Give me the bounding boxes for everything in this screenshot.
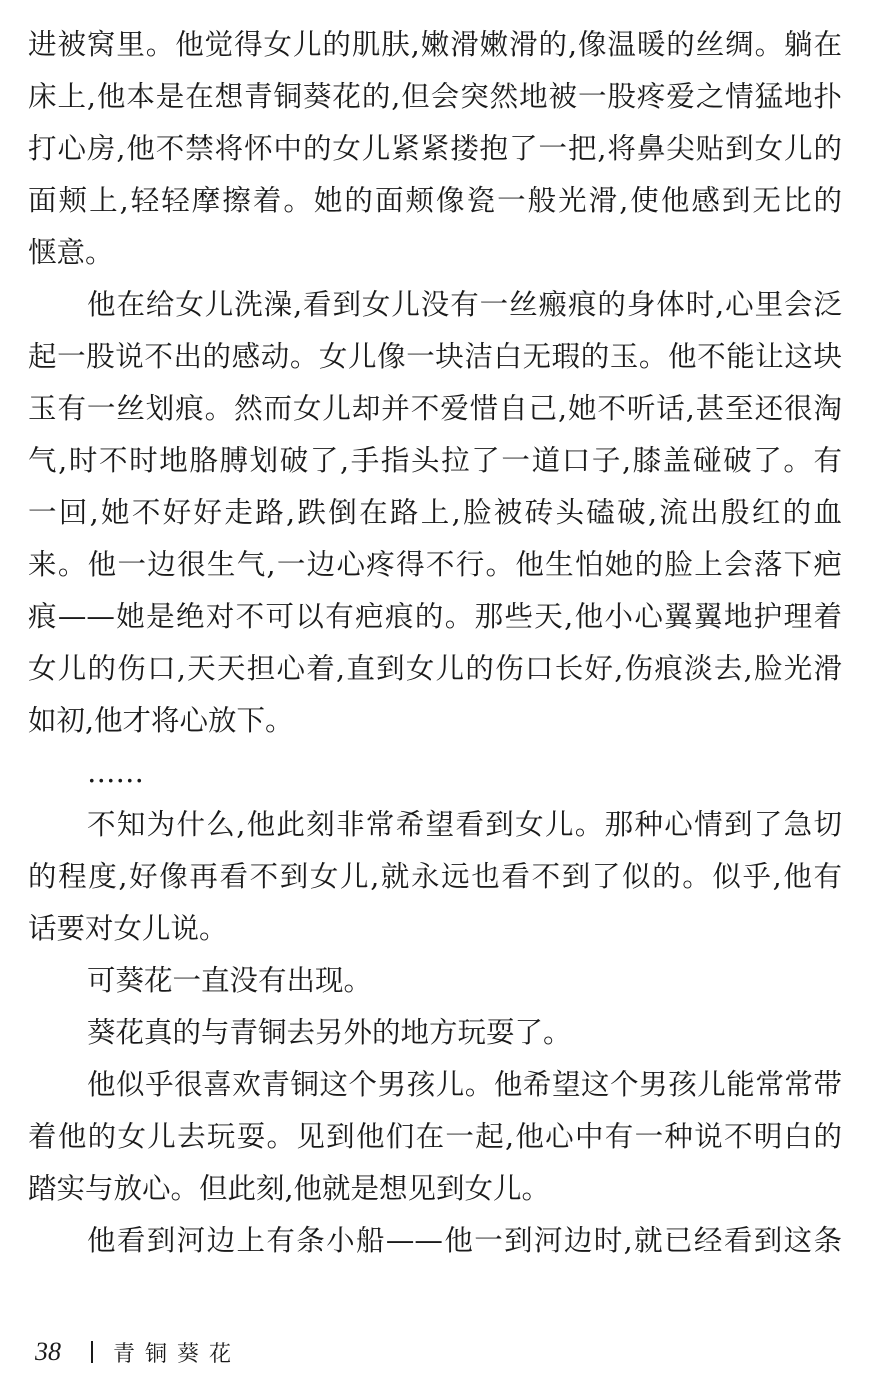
text-line: 一回,她不好好走路,跌倒在路上,脸被砖头磕破,流出殷红的血 <box>28 496 842 529</box>
text-line: 起一股说不出的感动。女儿像一块洁白无瑕的玉。他不能让这块 <box>28 340 842 373</box>
text-line: 不知为什么,他此刻非常希望看到女儿。那种心情到了急切 <box>87 808 842 841</box>
text-line: 如初,他才将心放下。 <box>28 704 294 737</box>
body-text <box>28 19 842 1267</box>
text-line: 痕——她是绝对不可以有疤痕的。那些天,他小心翼翼地护理着 <box>28 600 842 633</box>
text-line: 女儿的伤口,天天担心着,直到女儿的伤口长好,伤痕淡去,脸光滑 <box>28 652 842 685</box>
page-footer <box>35 1332 241 1372</box>
text-line: 床上,他本是在想青铜葵花的,但会突然地被一股疼爱之情猛地扑 <box>28 80 842 113</box>
text-line: 着他的女儿去玩耍。见到他们在一起,他心中有一种说不明白的 <box>28 1120 842 1153</box>
footer-divider <box>91 1341 93 1363</box>
text-line: 气,时不时地胳膊划破了,手指头拉了一道口子,膝盖碰破了。有 <box>28 444 842 477</box>
text-line: 来。他一边很生气,一边心疼得不行。他生怕她的脸上会落下疤 <box>28 548 842 581</box>
text-line: 的程度,好像再看不到女儿,就永远也看不到了似的。似乎,他有 <box>28 860 842 893</box>
text-line: 打心房,他不禁将怀中的女儿紧紧搂抱了一把,将鼻尖贴到女儿的 <box>28 132 842 165</box>
page-number: 38 <box>35 1337 61 1366</box>
text-line: 话要对女儿说。 <box>28 912 228 945</box>
text-line: 面颊上,轻轻摩擦着。她的面颊像瓷一般光滑,使他感到无比的 <box>28 184 842 217</box>
text-line: 他看到河边上有条小船——他一到河边时,就已经看到这条 <box>87 1224 842 1257</box>
text-line: 踏实与放心。但此刻,他就是想见到女儿。 <box>28 1172 551 1205</box>
text-line: 他在给女儿洗澡,看到女儿没有一丝瘢痕的身体时,心里会泛 <box>87 288 842 321</box>
text-line: 葵花真的与青铜去另外的地方玩耍了。 <box>87 1016 572 1049</box>
book-title: 青铜葵花 <box>113 1341 242 1367</box>
text-line: 进被窝里。他觉得女儿的肌肤,嫩滑嫩滑的,像温暖的丝绸。躺在 <box>28 28 842 61</box>
text-line: 可葵花一直没有出现。 <box>87 964 373 997</box>
text-line: 玉有一丝划痕。然而女儿却并不爱惜自己,她不听话,甚至还很淘 <box>28 392 842 425</box>
text-line: 惬意。 <box>28 236 114 269</box>
text-line: 他似乎很喜欢青铜这个男孩儿。他希望这个男孩儿能常常带 <box>87 1068 842 1101</box>
text-line: …… <box>87 756 144 789</box>
